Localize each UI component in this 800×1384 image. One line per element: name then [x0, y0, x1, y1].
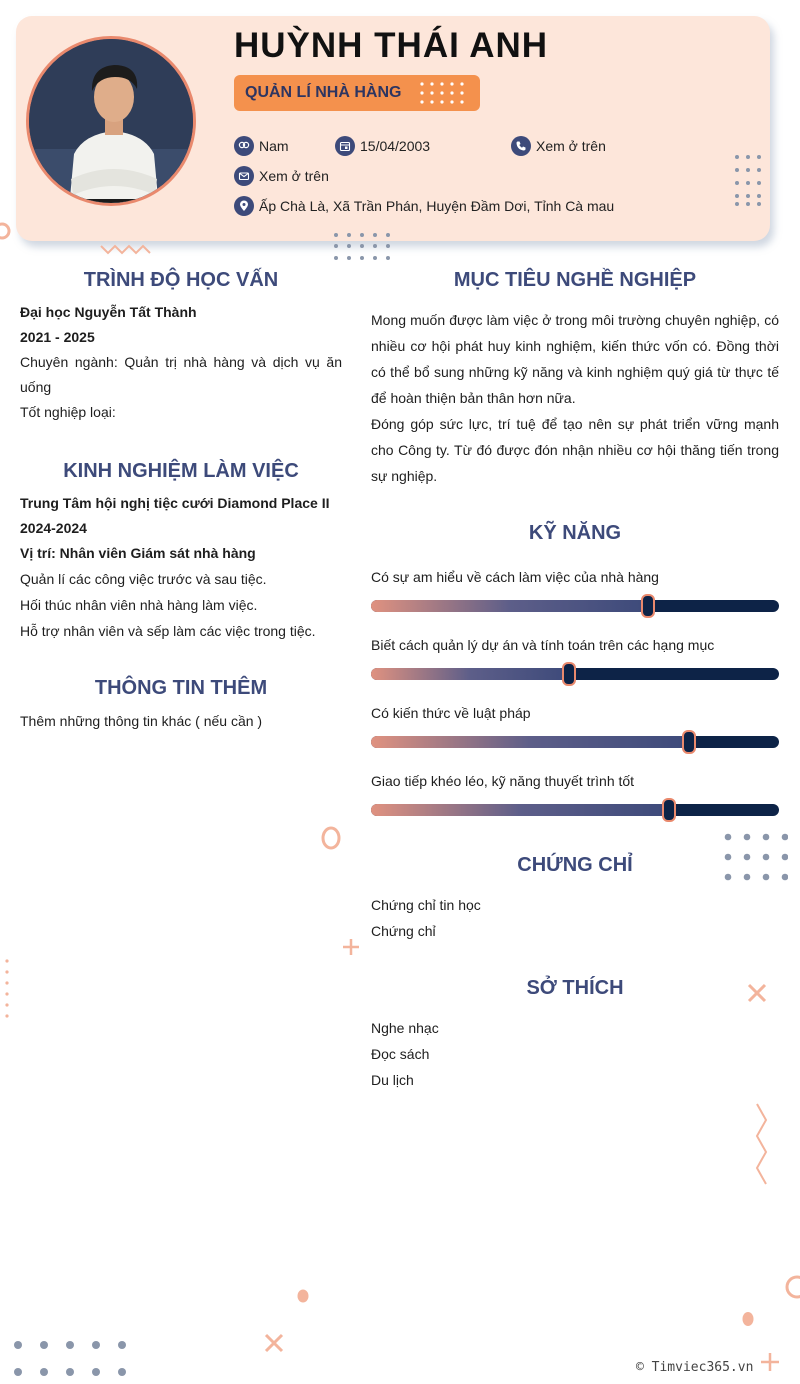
skills-title: KỸ NĂNG	[528, 522, 622, 544]
experience-period: 2024-2024	[20, 520, 87, 536]
hobbies-list	[371, 1015, 779, 1093]
dots-decoration-icon	[420, 82, 472, 104]
person-photo-icon	[29, 39, 196, 206]
plus-decoration-icon	[760, 1352, 780, 1372]
address-value: Ấp Chà Là, Xã Trần Phán, Huyện Đầm Dơi, Tỉnh Cà mau	[259, 198, 615, 214]
skill-bar	[371, 600, 779, 612]
education-school: Đại học Nguyễn Tất Thành	[20, 304, 197, 320]
skill-label: Có sự am hiểu về cách làm việc của nhà hàng	[371, 569, 659, 585]
candidate-name: HUỲNH THÁI ANH	[234, 26, 549, 65]
job-title-badge	[234, 75, 480, 111]
phone-icon	[511, 136, 531, 156]
skill-label: Biết cách quản lý dự án và tính toán trên các hạng mục	[371, 637, 715, 653]
address-info	[234, 196, 614, 216]
experience-company: Trung Tâm hội nghị tiệc cưới Diamond Place II	[20, 495, 330, 511]
skill-bar-fill	[371, 668, 569, 680]
phone-info	[511, 136, 606, 156]
gender-icon	[234, 136, 254, 156]
education-period: 2021 - 2025	[20, 329, 95, 345]
dots-decoration-icon	[734, 154, 764, 210]
phone-value: Xem ở trên	[536, 138, 606, 154]
calendar-icon	[335, 136, 355, 156]
zigzag-decoration-icon	[100, 244, 154, 256]
skill-bar	[371, 736, 779, 748]
email-info	[234, 166, 329, 186]
mail-icon	[234, 166, 254, 186]
skill-bar-knob	[562, 662, 576, 686]
zigzag-decoration-icon	[754, 1102, 770, 1186]
dots-decoration-icon	[333, 232, 395, 262]
job-title: QUẢN LÍ NHÀ HÀNG	[245, 84, 402, 101]
experience-position: Vị trí: Nhân viên Giám sát nhà hàng	[20, 545, 256, 561]
education-title: TRÌNH ĐỘ HỌC VẤN	[83, 269, 279, 291]
skill-bar	[371, 668, 779, 680]
plus-decoration-icon	[342, 938, 360, 956]
extra-info-title: THÔNG TIN THÊM	[94, 677, 268, 699]
skill-bar-fill	[371, 736, 689, 748]
gender-info	[234, 136, 289, 156]
ring-decoration-icon	[782, 1272, 800, 1302]
skill-bar-knob	[641, 594, 655, 618]
dot-decoration-icon	[296, 1288, 310, 1304]
skill-label: Có kiến thức về luật pháp	[371, 705, 531, 721]
experience-title: KINH NGHIỆM LÀM VIỆC	[63, 460, 299, 482]
birthday-value: 15/04/2003	[360, 138, 431, 154]
skill-bar-fill	[371, 804, 669, 816]
education-grade: Tốt nghiệp loại:	[20, 404, 116, 420]
skill-bar-knob	[662, 798, 676, 822]
certificates-title: CHỨNG CHỈ	[517, 854, 633, 876]
cross-decoration-icon	[746, 982, 768, 1004]
cross-decoration-icon	[263, 1332, 285, 1354]
hobby-item: Du lịch	[371, 1072, 414, 1088]
ring-decoration-icon	[0, 220, 12, 242]
email-value: Xem ở trên	[259, 168, 329, 184]
dots-decoration-icon	[3, 958, 11, 1022]
location-pin-icon	[234, 196, 254, 216]
education-major: Chuyên ngành: Quản trị nhà hàng và dịch vụ ăn uống	[20, 354, 342, 395]
objective-title: MỤC TIÊU NGHỀ NGHIỆP	[453, 269, 697, 291]
hobbies-title: SỞ THÍCH	[526, 977, 624, 999]
objective-paragraph-2: Đóng góp sức lực, trí tuệ để tạo nên sự phát triển vững mạnh cho Công ty. Từ đó được đón nhận nhiều cơ hội thăng tiến trong sự nghiệp.	[371, 416, 779, 484]
experience-duty: Hỗ trợ nhân viên và sếp làm các việc trong tiệc.	[20, 623, 316, 639]
hobby-item: Nghe nhạc	[371, 1020, 439, 1036]
skill-bar-knob	[682, 730, 696, 754]
extra-info-text: Thêm những thông tin khác ( nếu cần )	[20, 713, 263, 729]
gender-value: Nam	[259, 138, 289, 154]
hobby-item: Đọc sách	[371, 1046, 430, 1062]
dots-decoration-icon	[10, 1338, 132, 1378]
ring-decoration-icon	[320, 825, 342, 851]
certificate-item: Chứng chỉ tin học	[371, 897, 481, 913]
avatar	[26, 36, 196, 206]
experience-section	[20, 491, 342, 644]
dot-decoration-icon	[741, 1310, 755, 1328]
certificate-item: Chứng chỉ	[371, 923, 436, 939]
skill-bar	[371, 804, 779, 816]
dots-decoration-icon	[722, 832, 788, 882]
experience-duty: Quản lí các công việc trước và sau tiệc.	[20, 571, 267, 587]
birthday-info	[335, 136, 430, 156]
skill-bar-fill	[371, 600, 648, 612]
skill-label: Giao tiếp khéo léo, kỹ năng thuyết trình tốt	[371, 773, 635, 789]
certificates-list	[371, 892, 779, 944]
education-section	[20, 300, 342, 425]
footer-copyright: © Timviec365.vn	[636, 1360, 754, 1375]
objective-paragraph-1: Mong muốn được làm việc ở trong môi trường chuyên nghiệp, có nhiều cơ hội phát huy kinh nghiệm, kiến thức vốn có. Đồng thời có thể bổ sung những kỹ năng và kinh nghiệm quý giá từ thực tế để hoàn thiện bản thân hơn nữa.	[371, 312, 779, 406]
experience-duty: Hối thúc nhân viên nhà hàng làm việc.	[20, 597, 258, 613]
